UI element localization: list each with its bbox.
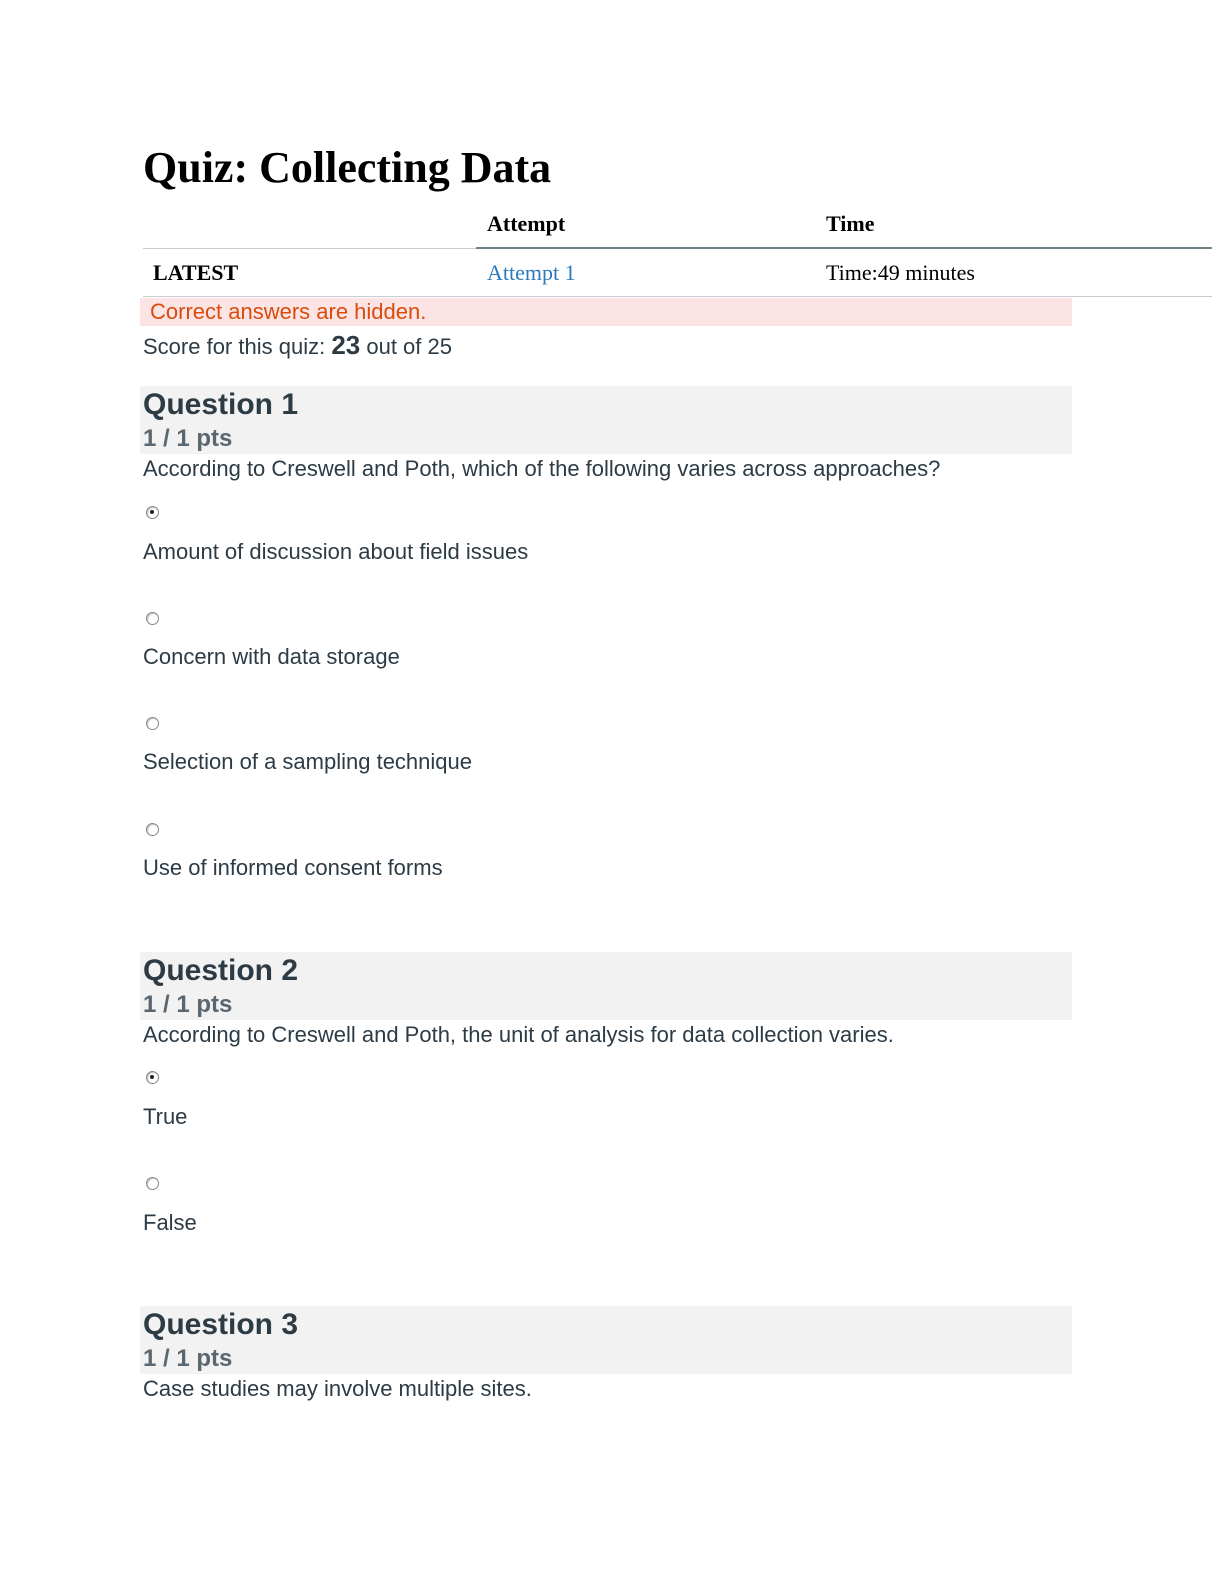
radio-selected[interactable] <box>146 506 159 519</box>
answer-option-label: False <box>143 1210 197 1235</box>
question-1-header <box>140 386 1072 454</box>
quiz-score <box>143 326 452 366</box>
answer-option-label: Use of informed consent forms <box>143 855 443 880</box>
question-3-text: Case studies may involve multiple sites. <box>143 1376 532 1401</box>
latest-label: LATEST <box>153 260 239 285</box>
question-points: 1 / 1 pts <box>143 991 233 1018</box>
question-3-header <box>140 1306 1072 1374</box>
score-prefix: Score for this quiz: <box>143 334 332 359</box>
attempt-link[interactable]: Attempt 1 <box>487 260 576 285</box>
answer-option-label: Concern with data storage <box>143 644 400 669</box>
score-suffix: out of 25 <box>360 334 452 359</box>
question-title: Question 2 <box>143 954 299 987</box>
question-title: Question 3 <box>143 1308 299 1341</box>
question-1-text: According to Creswell and Poth, which of the following varies across approaches? <box>143 456 941 481</box>
score-value: 23 <box>331 330 361 360</box>
question-points: 1 / 1 pts <box>143 425 233 452</box>
radio-button[interactable] <box>146 612 159 625</box>
table-header-divider-strong <box>476 247 1212 249</box>
question-title: Question 1 <box>143 388 299 421</box>
hidden-answers-alert <box>140 298 1072 326</box>
table-header-divider <box>143 248 476 249</box>
page-title: Quiz: Collecting Data <box>143 143 552 192</box>
time-column-header: Time <box>826 211 875 236</box>
answer-option-label: Amount of discussion about field issues <box>143 539 529 564</box>
radio-button[interactable] <box>146 823 159 836</box>
alert-text: Correct answers are hidden. <box>150 299 427 324</box>
radio-button[interactable] <box>146 717 159 730</box>
question-points: 1 / 1 pts <box>143 1345 233 1372</box>
question-2-header <box>140 952 1072 1020</box>
answer-option-label: True <box>143 1104 188 1129</box>
table-row-divider <box>143 296 1212 297</box>
answer-option-label: Selection of a sampling technique <box>143 749 472 774</box>
attempt-time: Time:49 minutes <box>826 260 975 285</box>
radio-button[interactable] <box>146 1177 159 1190</box>
radio-selected[interactable] <box>146 1071 159 1084</box>
attempt-column-header: Attempt <box>487 211 566 236</box>
question-2-text: According to Creswell and Poth, the unit of analysis for data collection varies. <box>143 1022 894 1047</box>
